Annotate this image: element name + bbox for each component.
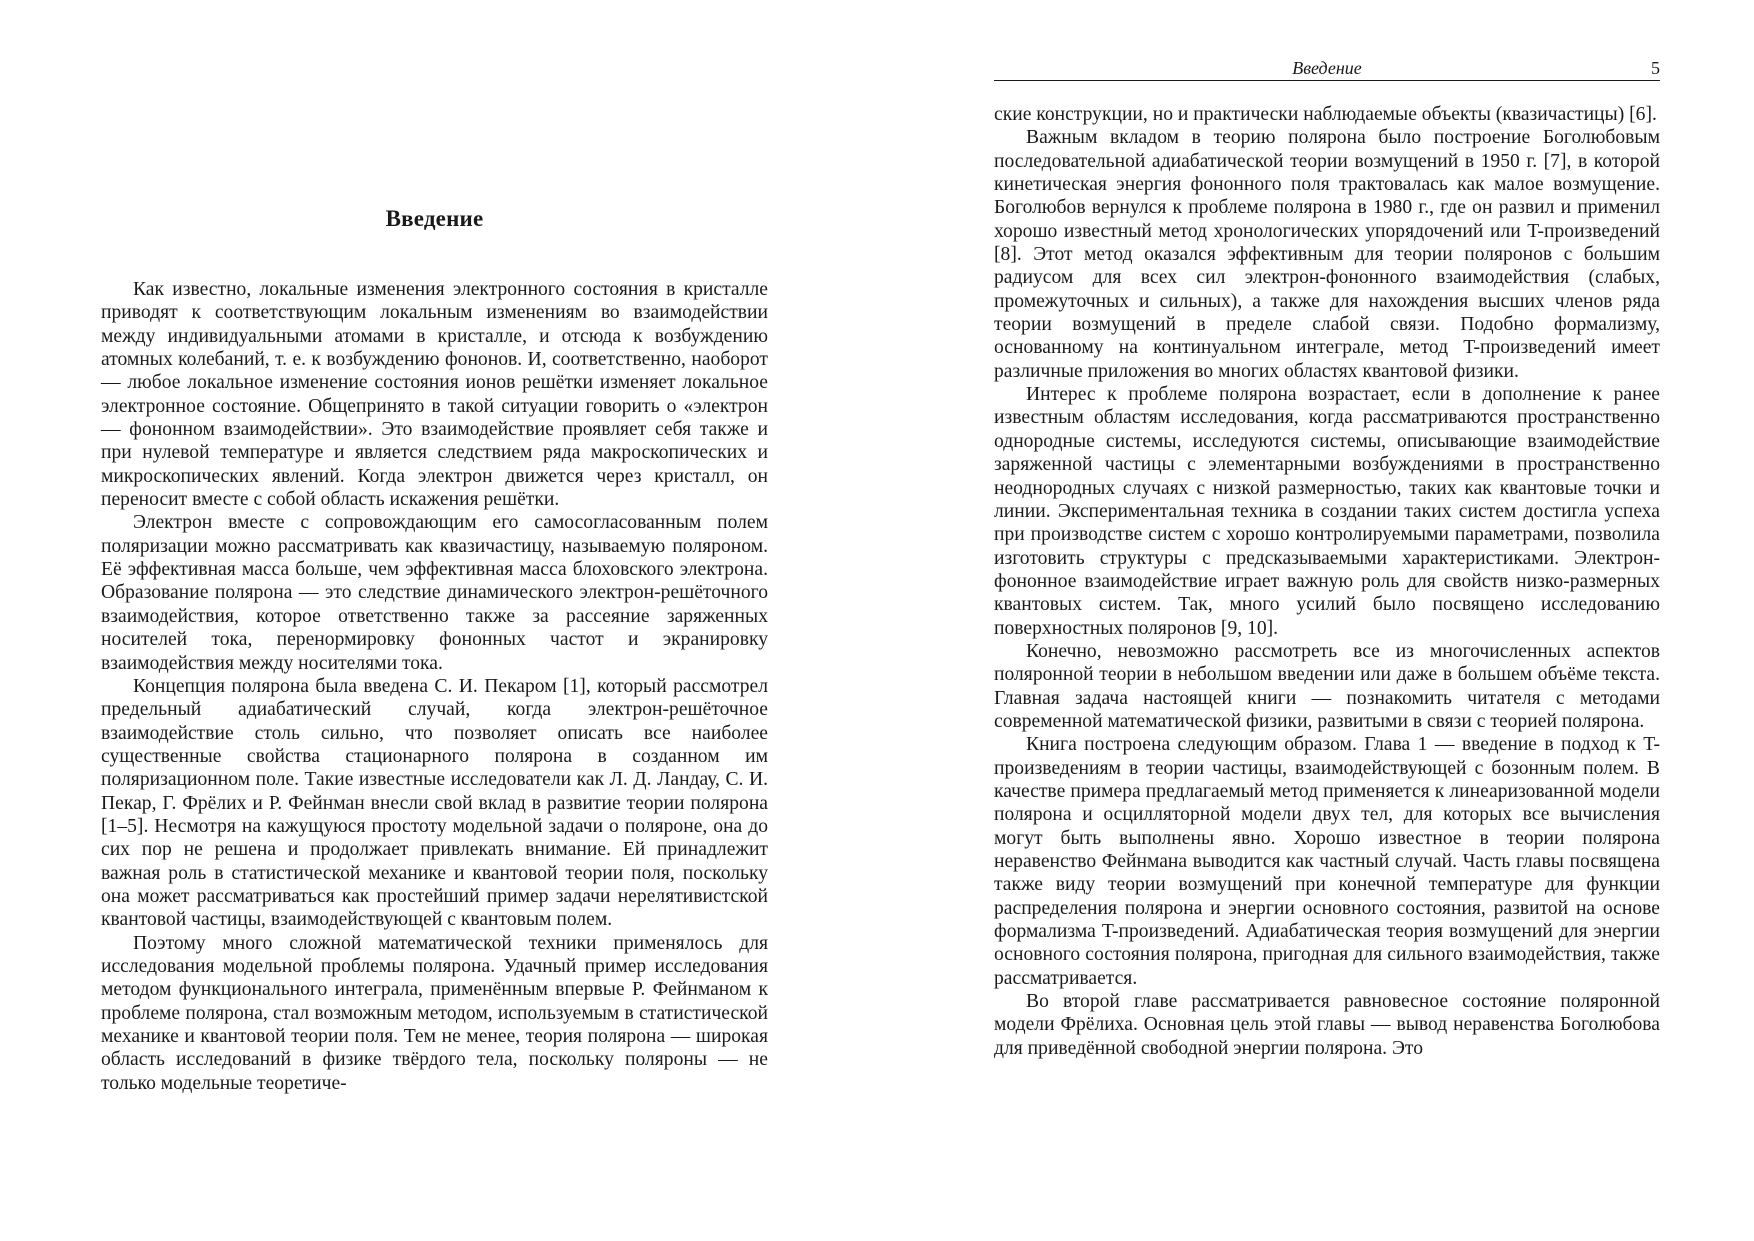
paragraph: Концепция полярона была введена С. И. Пекаром [1], который рассмотрел предельный адиабатический случай, когда электрон-решёточное взаимодействие столь сильно, что позволяет описать все наиболее существенные свойства стационарного полярона в созданном им поляризационном поле. Такие известные исследователи как Л. Д. Ландау, С. И. Пекар, Г. Фрёлих и Р. Фейнман внесли свой вклад в развитие теории полярона [1–5]. Несмотря на кажущуюся простоту модельной задачи о поляроне, она до сих пор не решена и продолжает привлекать внимание. Ей принадлежит важная роль в статистической механике и квантовой теории поля, поскольку она может рассматриваться как простейший пример задачи нерелятивистской квантовой частицы, взаимодействующей с квантовым полем. <box>101 675 768 931</box>
paragraph: Книга построена следующим образом. Глава 1 — введение в подход к T-произведениям в теории частицы, взаимодействующей с бозонным полем. В качестве примера предлагаемый метод применяется к линеаризованной модели полярона и осцилляторной модели двух тел, для которых все вычисления могут быть выполнены явно. Хорошо известное в теории полярона неравенство Фейнмана выводится как частный случай. Часть главы посвящена также виду теории возмущений при конечной температуре для функции распределения полярона и энергии основного состояния, развитой на основе формализма T-произведений. Адиабатическая теория возмущений для энергии основного состояния полярона, пригодная для сильного взаимодействия, также рассматривается. <box>994 734 1660 989</box>
paragraph: Интерес к проблеме полярона возрастает, если в дополнение к ранее известным областям исследования, когда рассматриваются пространственно однородные системы, исследуются системы, описывающие взаимодействие заряженной частицы с элементарными возбуждениями в пространственно неоднородных случаях с низкой размерностью, таких как квантовые точки и линии. Экспериментальная техника в создании таких систем достигла успеха при производстве систем с хорошо контролируемыми параметрами, позволила изготовить структуры с предсказываемыми характеристиками. Электрон-фононное взаимодействие играет важную роль для свойств низко-размерных квантовых систем. Так, много усилий было посвящено исследованию поверхностных поляронов [9, 10]. <box>994 384 1660 639</box>
paragraph: Поэтому много сложной математической техники применялось для исследования модельной проблемы полярона. Удачный пример исследования методом функционального интеграла, применённым впервые Р. Фейнманом к проблеме полярона, стал возможным методом, используемым в статистической механике и квантовой теории поля. Тем не менее, теория полярона — широкая область исследований в физике твёрдого тела, поскольку поляроны — не только модельные теоретиче- <box>101 932 768 1094</box>
continued-paragraph: ские конструкции, но и практически наблюдаемые объекты (квазичастицы) [6]. <box>994 104 1657 125</box>
paragraph: Электрон вместе с сопровождающим его самосогласованным полем поляризации можно рассматривать как квазичастицу, называемую поляроном. Её эффективная масса больше, чем эффективная масса блоховского электрона. Образование полярона — это следствие динамического электрон-решёточного взаимодействия, которое ответственно также за рассеяние заряженных носителей тока, перенормировку фононных частот и экранировку взаимодействия между носителями тока. <box>101 512 768 674</box>
running-title: Введение <box>1292 58 1362 78</box>
paragraph: Во второй главе рассматривается равновесное состояние поляронной модели Фрёлиха. Основная цель этой главы — вывод неравенства Боголюбова для приведённой свободной энергии полярона. Это <box>994 991 1660 1059</box>
right-page-body <box>994 103 1660 1060</box>
paragraph: Как известно, локальные изменения электронного состояния в кристалле приводят к соответствующим локальным изменениям во взаимодействии между индивидуальными атомами в кристалле, и отсюда к возбуждению атомных колебаний, т. е. к возбуждению фононов. И, соответственно, наоборот — любое локальное изменение состояния ионов решётки изменяет локальное электронное состояние. Общепринято в такой ситуации говорить о «электрон — фононном взаимодействии». Это взаимодействие проявляет себя также и при нулевой температуре и является следствием ряда макроскопических и микроскопических явлений. Когда электрон движется через кристалл, он переносит вместе с собой область искажения решётки. <box>101 279 768 511</box>
running-header <box>994 56 1660 81</box>
paragraph: Конечно, невозможно рассмотреть все из многочисленных аспектов поляронной теории в небольшом введении или даже в большем объёме текста. Главная задача настоящей книги — познакомить читателя с методами современной математической физики, развитыми в связи с теорией полярона. <box>994 640 1660 732</box>
paragraph: Важным вкладом в теорию полярона было построение Боголюбовым последовательной адиабатической теории возмущений в 1950 г. [7], в которой кинетическая энергия фононного поля трактовалась как малое возмущение. Боголюбов вернулся к проблеме полярона в 1980 г., где он развил и применил хорошо известный метод хронологических упорядочений или T-произведений [8]. Этот метод оказался эффективным для теории поляронов с большим радиусом для всех сил электрон-фононного взаимодействия (слабых, промежуточных и сильных), а также для нахождения высших членов ряда теории возмущений в пределе слабой связи. Подобно формализму, основанному на континуальном интеграле, метод T-произведений имеет различные приложения во многих областях квантовой физики. <box>994 127 1660 382</box>
left-page-body <box>101 278 768 1095</box>
chapter-title: Введение <box>385 206 484 231</box>
page-number: 5 <box>1651 58 1660 78</box>
